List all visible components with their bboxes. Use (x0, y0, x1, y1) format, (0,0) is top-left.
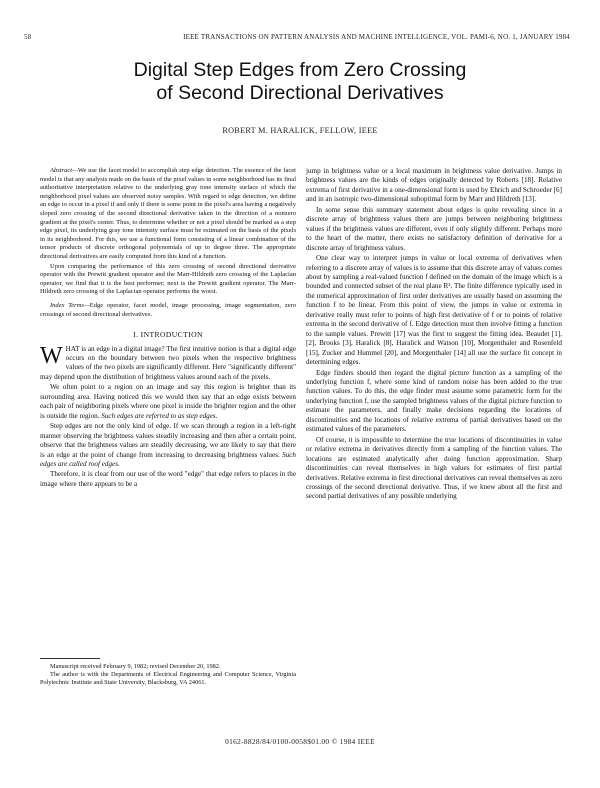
right-paragraph-5: Of course, it is impossible to determine the true locations of discontinuities in value or relative extrema in derivatives directly from a sampling of the function values. The locations are estimated analytically after doing function approximation. Sharp discontinuities can reveal themselves in high values for estimates of first partial derivatives. Relative extrema in first directional derivatives can reveal themselves as zero crossings of the second directional derivative. Thus, if we knew about all the first and second partial derivatives of any possible underlying (306, 435, 562, 501)
abstract-label: Abstract— (50, 167, 78, 174)
roof-edge-definition: Such edges are called roof edges. (40, 450, 296, 468)
footnote-affiliation: The author is with the Departments of Electrical Engineering and Computer Science, Virginia Polytechnic Institute and State University, Blacksburg, VA 24061. (40, 671, 296, 686)
right-paragraph-1: jump in brightness value or a local maximum in brightness value derivative. Jumps in brightness values are the kinds of edges originally detected by Roberts [18]. Relative extrema of first derivative in a one-dimensional form is used by Ehrich and Schroeder [6] and in an isotropic two-dimensional suboptimal form by Marr and Hildreth [13]. (306, 167, 562, 204)
section-heading-introduction: I. INTRODUCTION (133, 330, 203, 340)
index-terms-label: Index Terms— (50, 301, 90, 309)
intro-paragraph-1-text: HAT is an edge in a digital image? The first intuitive notion is that a digital edge occurs on the boundary between two pixels when the respective brightness values of the two pixels are significantly different. Here "significantly different" may depend upon the distribution of brightness values around each of the pixels. (40, 344, 296, 381)
intro-paragraph-3 (40, 422, 296, 469)
index-terms (40, 302, 296, 319)
left-column (40, 167, 296, 490)
paper-title (0, 59, 600, 105)
footnote-rule (40, 658, 100, 659)
step-edge-definition: Such edges are referred to as step edges. (101, 411, 218, 420)
right-paragraph-2: In some sense this summary statement about edges is quite revealing since in a discrete array of brightness values there are jumps between neighboring brightness values if the brightness values are different, even if only slightly different. Perhaps more to the heart of the matter, there exists no satisfactory definition of derivative for a discrete array of brightness values. (306, 205, 562, 252)
intro-paragraph-1 (40, 342, 296, 383)
title-line-1: Digital Step Edges from Zero Crossing (133, 59, 467, 81)
abstract-paragraph-2: Upon comparing the performance of this zero crossing of second directional derivative operator with the Prewitt gradient operator and the Marr-Hildreth zero crossing of the Laplacian operator, we find that it is the best performer; next is the Prewitt gradient operator. The Marr-Hildreth zero crossing of the Laplacian operator performs the worst. (40, 262, 296, 296)
abstract-paragraph-1: We use the facet model to accomplish step edge detection. The essence of the facet model is that any analysis made on the basis of the pixel values in some neighborhood has its final authoritative interpretation relative to the underlying gray tone intensity surface of which the neighborhood pixel values are observed noisy samples. With regard to edge detection, we define an edge to occur in a pixel if and only if there is some point in the pixel's area having a negatively sloped zero crossing of the second directional derivative taken in the direction of a nonzero gradient at the pixel's center. Thus, to determine whether or not a pixel should be marked as a step edge pixel, its underlying gray tone intensity surface must be estimated on the basis of the pixels in its neighborhood. For this, we use a functional form consisting of a linear combination of the tensor products of discrete orthogonal polynomials of up to degree three. The appropriate directional derivatives are easily computed from this kind of a function. (40, 167, 296, 260)
footnote-received: Manuscript received February 9, 1982; revised December 20, 1982. (50, 663, 221, 670)
right-column (306, 167, 562, 503)
right-paragraph-4: Edge finders should then regard the digital picture function as a sampling of the underlying function f, where some kind of random noise has been added to the true function values. To do this, the edge finder must assume some parametric form for the underlying function f, use the sampled brightness values of the digital picture function to estimate the parameters, and finally make decisions regarding the locations of discontinuities and the locations of relative extrema of partial derivatives based on the estimated values of the parameters. (306, 368, 562, 434)
intro-paragraph-2-text: We often point to a region on an image and say this region is brighter than its surrounding area. Having noticed this we would then say that an edge exists between each pair of neighboring pixels where one pixel is inside the brighter region and the other is outside the region. (40, 383, 296, 420)
journal-running-head: IEEE TRANSACTIONS ON PATTERN ANALYSIS AND MACHINE INTELLIGENCE, VOL. PAMI-6, NO. 1, JANUARY 1984 (183, 33, 570, 41)
author-line: ROBERT M. HARALICK, FELLOW, IEEE (222, 126, 378, 135)
page-number: 58 (24, 33, 32, 41)
intro-paragraph-4: Therefore, it is clear from our use of the word "edge" that edge refers to places in the image where there appears to be a (40, 470, 296, 488)
abstract (40, 167, 296, 297)
footnote (40, 658, 296, 687)
intro-paragraph-3-text: Step edges are not the only kind of edge. If we scan through a region in a left-right manner observing the brightness values steadily increasing and then after a certain point, observe that the brightness values are steadily decreasing, we are likely to say that there is an edge at the point of change from increasing to decreasing brightness values. (40, 422, 296, 459)
intro-paragraph-2 (40, 383, 296, 421)
drop-cap: W (40, 342, 63, 369)
index-terms-text: Edge operator, facet model, image processing, image segmentation, zero crossings of second directional derivatives. (40, 301, 296, 318)
copyright-code: 0162-8828/84/0100-0058$01.00 © 1984 IEEE (225, 737, 375, 746)
title-line-2: of Second Directional Derivatives (156, 82, 444, 104)
right-paragraph-3: One clear way to interpret jumps in value or local extrema of derivatives when referring to a discrete array of values is to assume that this discrete array of values comes about by sampling a real-valued function f defined on the domain of the image which is a bounded and connected subset of the real plane R². The finite difference typically used in the numerical approximation of first order derivatives are usually based on assuming the function f to be linear. From this point of view, the jumps in value or extrema in derivative really must refer to points of high first derivative of f or to points of relative extrema in the second derivative of f. Edge detection must then involve fitting a function to the sample values. Prewitt [17] was the first to suggest the fitting idea. Beaudet [1], [2], Brooks [3], Haralick [8], Haralick and Watson [10], Morgenthaler and Rosenfeld [15], Zucker and Hummel [20], and Morgenthaler [14] all use the surface fit concept in determining edges. (306, 254, 562, 367)
